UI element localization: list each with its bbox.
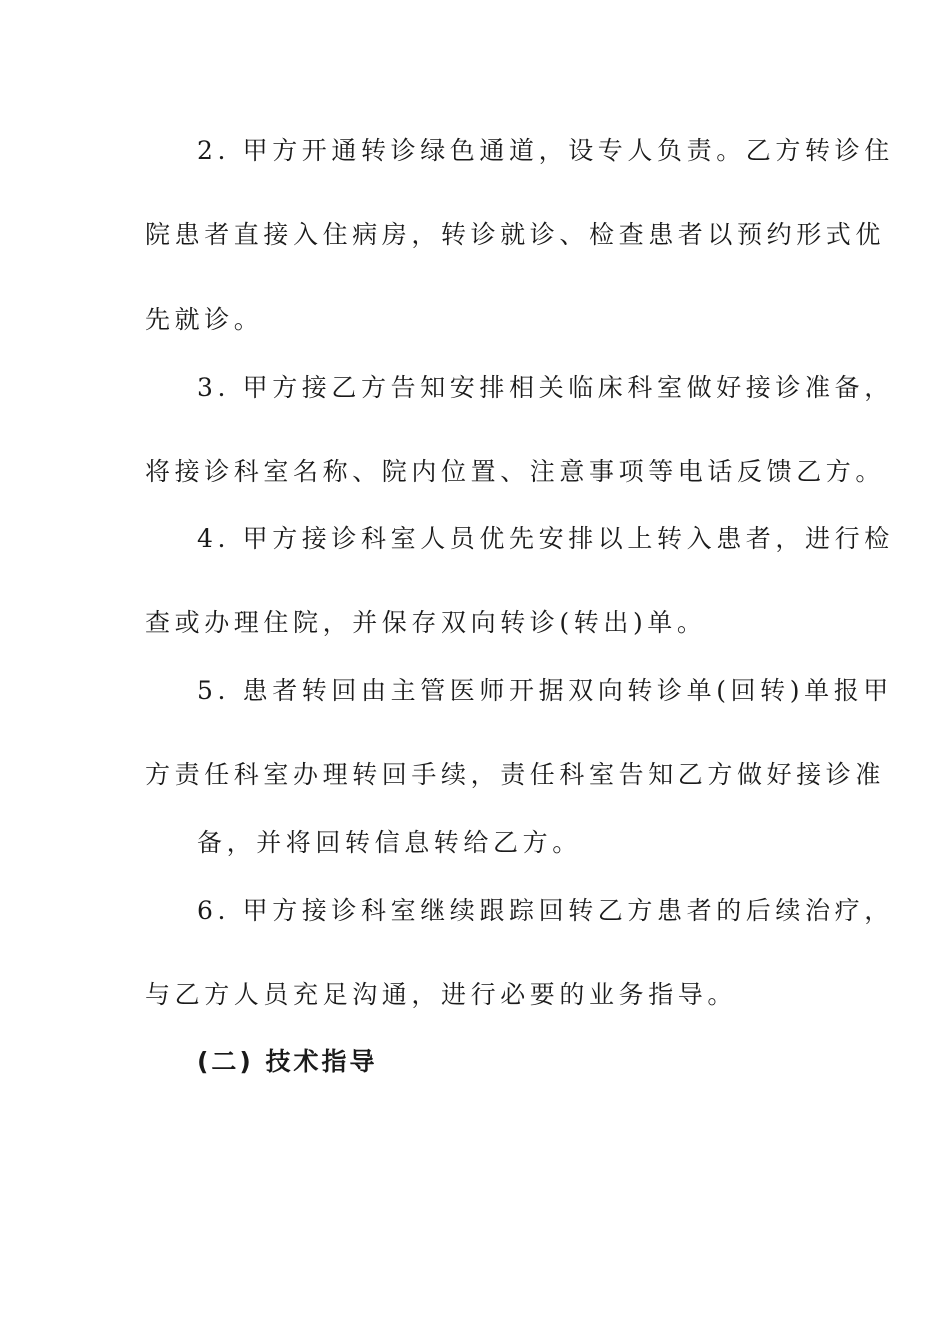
paragraph-line: 6. 甲方接诊科室继续跟踪回转乙方患者的后续治疗， (197, 896, 894, 925)
paragraph-line: 方责任科室办理转回手续，责任科室告知乙方做好接诊准 (145, 760, 886, 789)
paragraph-line: 查或办理住院，并保存双向转诊(转出)单。 (145, 608, 707, 637)
paragraph-line: 2. 甲方开通转诊绿色通道，设专人负责。乙方转诊住 (197, 136, 894, 165)
paragraph-line: 先就诊。 (145, 305, 264, 334)
paragraph-line: 3. 甲方接乙方告知安排相关临床科室做好接诊准备， (197, 373, 894, 402)
paragraph-line: 与乙方人员充足沟通，进行必要的业务指导。 (145, 980, 738, 1009)
paragraph-line: 备，并将回转信息转给乙方。 (197, 828, 582, 857)
paragraph-line: 院患者直接入住病房，转诊就诊、检查患者以预约形式优 (145, 220, 886, 249)
section-heading: (二) 技术指导 (197, 1047, 378, 1076)
paragraph-line: 5. 患者转回由主管医师开据双向转诊单(回转)单报甲 (197, 676, 893, 705)
paragraph-line: 4. 甲方接诊科室人员优先安排以上转入患者，进行检 (197, 524, 894, 553)
paragraph-line: 将接诊科室名称、院内位置、注意事项等电话反馈乙方。 (145, 457, 886, 486)
